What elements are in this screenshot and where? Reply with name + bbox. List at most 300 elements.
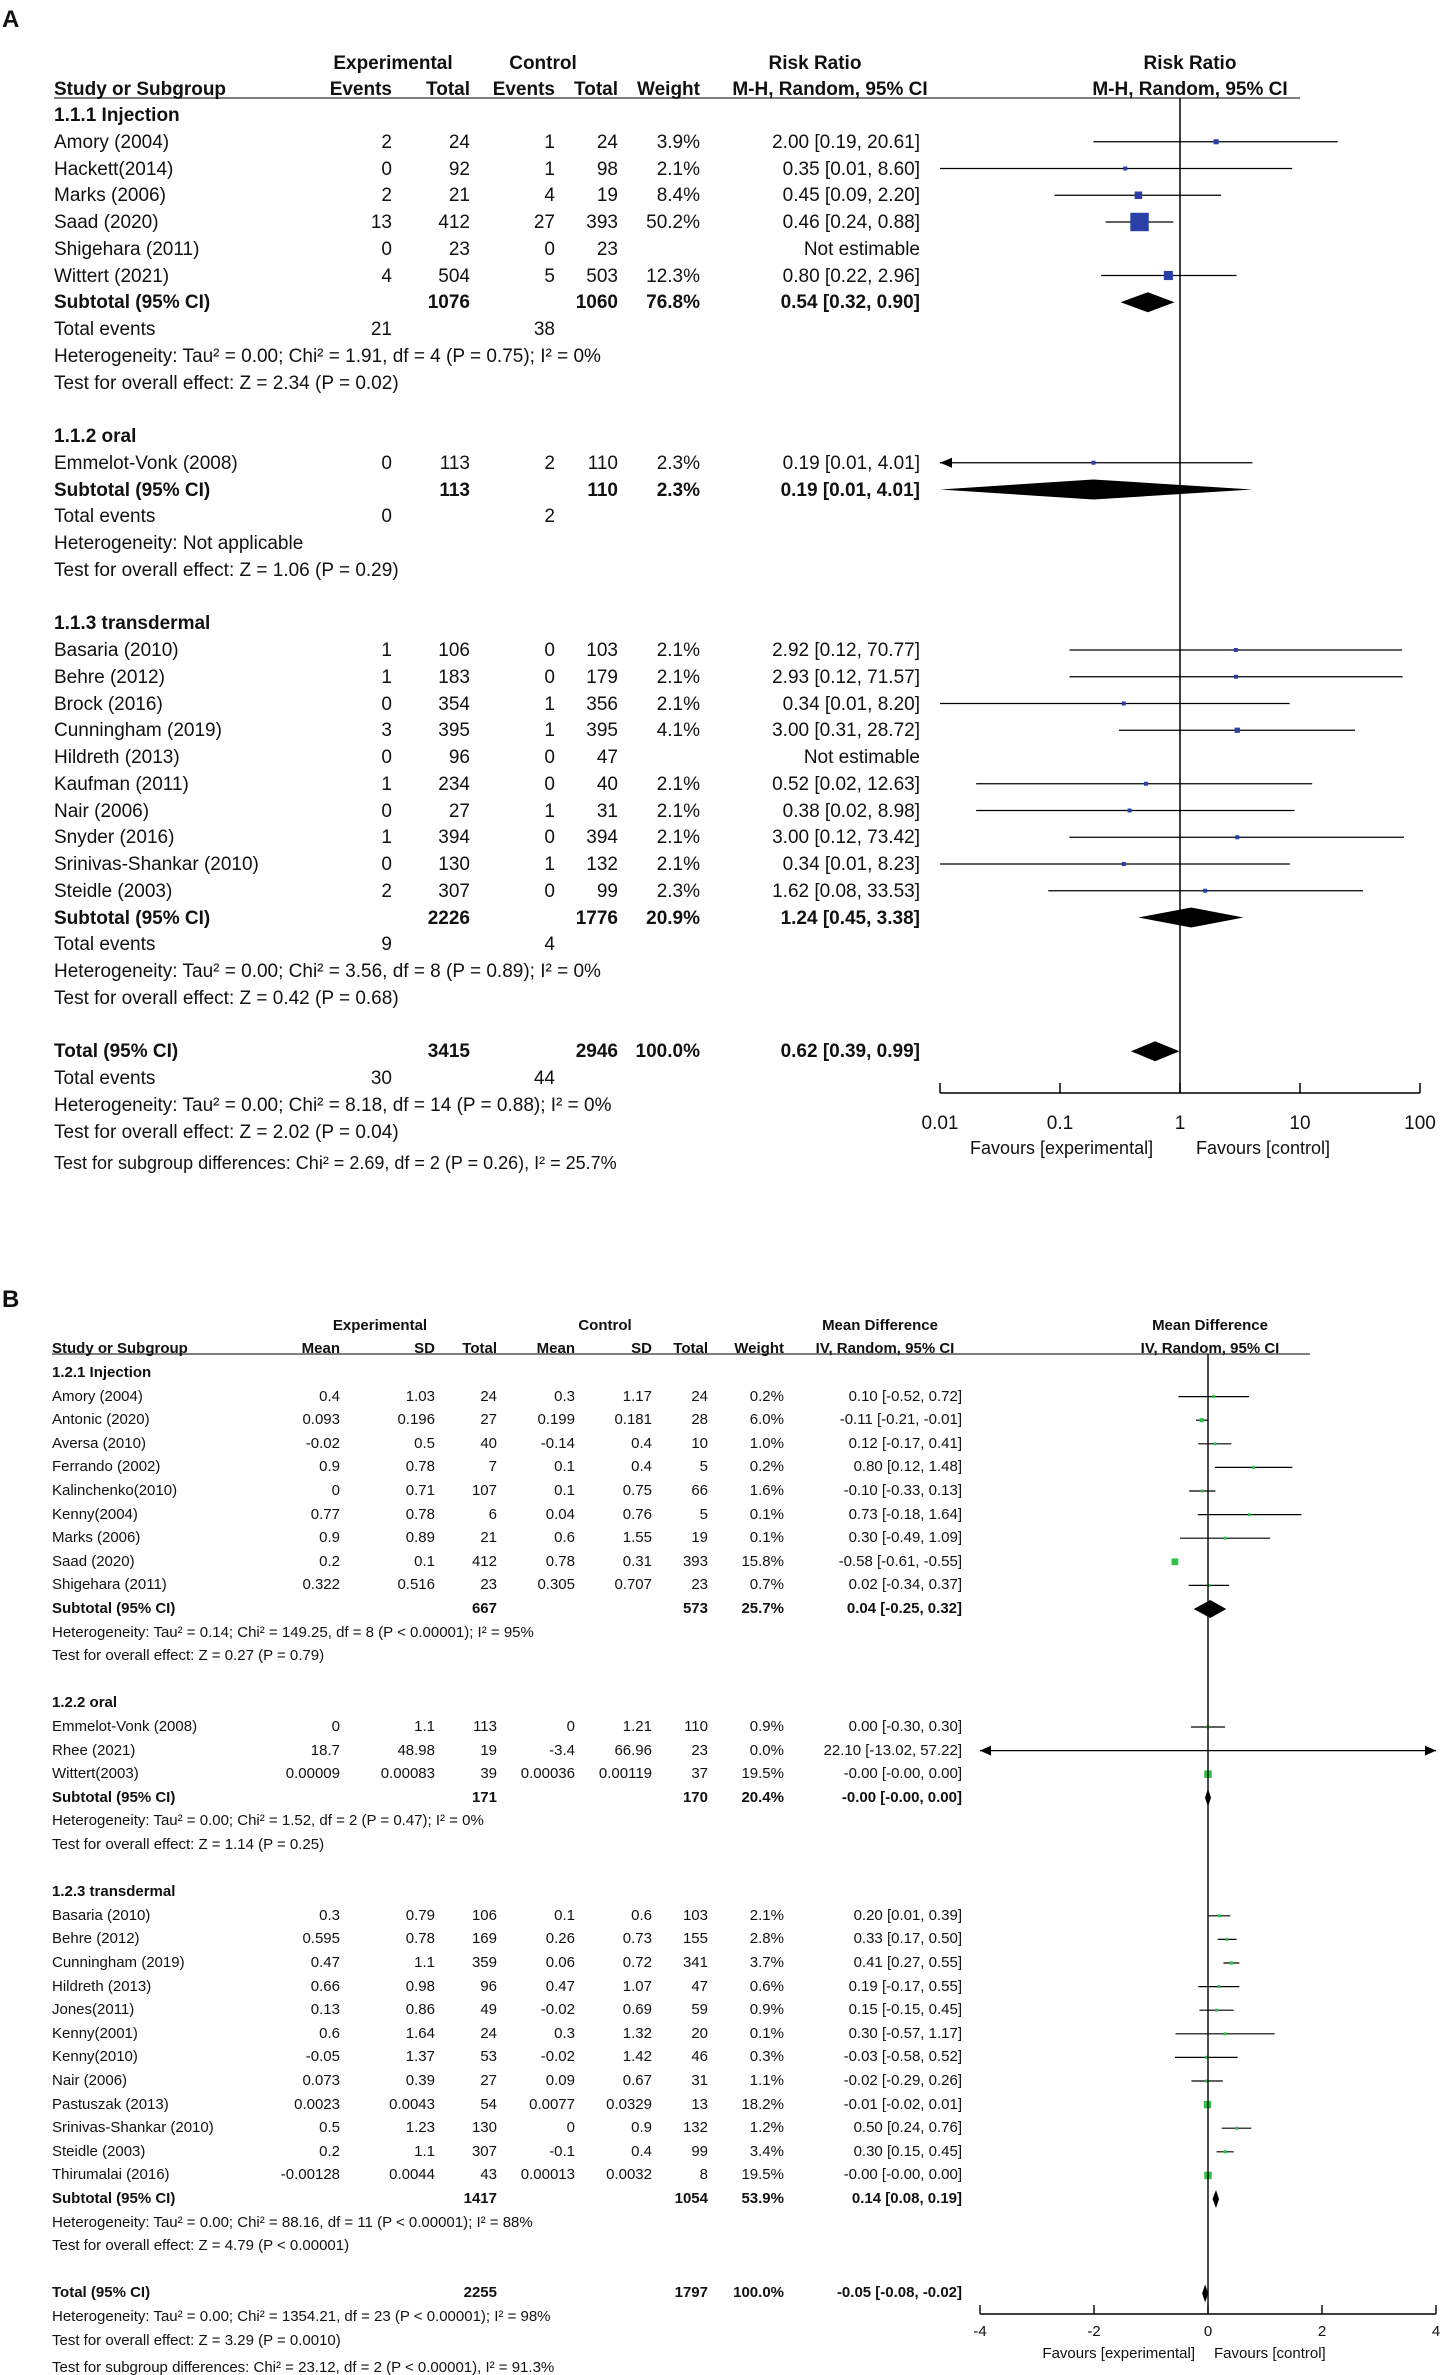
panel-a-row-ci-27: 3.00 [0.12, 73.42] (772, 827, 920, 849)
panel-b-row-c1-30: 0.073 (302, 2072, 340, 2089)
panel-b-point-5 (1201, 1490, 1204, 1493)
panel-b-row-c1-27: 0.13 (310, 2001, 340, 2019)
panel-b-row-w-9: 0.7% (749, 1576, 784, 1594)
panel-b-row-ci-4: 0.80 [0.12, 1.48] (853, 1458, 962, 1476)
panel-b-row-c4-5: 0.1 (554, 1482, 575, 1499)
panel-b-col-study: Study or Subgroup (52, 1340, 188, 1357)
panel-a-row-w-25: 2.1% (656, 773, 700, 795)
panel-b-row-c6-26: 47 (691, 1977, 708, 1995)
panel-b-row-c4-9: 0.305 (537, 1576, 575, 1594)
panel-a-row-c3-2: 1 (544, 158, 555, 180)
panel-b-row-c5-23: 0.6 (631, 1906, 652, 1924)
panel-b-row-c4-28: 0.3 (554, 2024, 575, 2042)
panel-b-row-ci-10: 0.04 [-0.25, 0.32] (846, 1600, 962, 1617)
panel-b-row-label-27: Jones(2011) (52, 2001, 135, 2019)
panel-b-row-ci-34: -0.00 [-0.00, 0.00] (843, 2166, 962, 2184)
panel-b-point-1 (1212, 1395, 1215, 1398)
panel-a-row-label-15: Total events (54, 506, 156, 528)
panel-b-row-c2-9: 0.516 (397, 1576, 435, 1594)
panel-a-col-effect-sub: M-H, Random, 95% CI (732, 79, 928, 100)
panel-a-row-ci-2: 0.35 [0.01, 8.60] (782, 158, 920, 180)
panel-a-col-events-exp: Events (329, 79, 392, 100)
panel-a-row-c1-6: 4 (381, 265, 392, 287)
panel-b-point-8 (1172, 1558, 1179, 1565)
panel-a-row-label-36: Total events (54, 1068, 156, 1089)
panel-b-row-c3-23: 106 (471, 1906, 497, 1924)
panel-a-row-label-6: Wittert (2021) (54, 265, 170, 287)
panel-b-row-label-9: Shigehara (2011) (52, 1576, 167, 1594)
panel-b-row-c3-3: 40 (480, 1434, 497, 1452)
panel-b-row-c6-2: 28 (691, 1411, 708, 1429)
panel-a-row-w-28: 2.1% (656, 854, 700, 875)
panel-a-row-label-27: Snyder (2016) (54, 827, 175, 849)
panel-b-row-c6-6: 5 (699, 1505, 708, 1523)
panel-b-row-label-1: Amory (2004) (52, 1387, 143, 1405)
panel-b-row-c5-9: 0.707 (614, 1576, 652, 1594)
panel-a-row-c2-3: 21 (448, 185, 470, 207)
panel-a-row-c4-21: 179 (586, 666, 618, 688)
panel-b-point-6 (1248, 1513, 1251, 1516)
panel-b-row-c1-2: 0.093 (302, 1411, 340, 1429)
panel-b-row-c5-3: 0.4 (631, 1434, 652, 1452)
panel-b-row-label-19: Heterogeneity: Tau² = 0.00; Chi² = 1.52, df = 2 (P = 0.47); I² = 0% (52, 1812, 484, 1830)
panel-b-row-c5-2: 0.181 (614, 1411, 652, 1429)
panel-b-row-c1-32: 0.5 (319, 2119, 340, 2137)
panel-a-row-label-1: Amory (2004) (54, 131, 170, 153)
panel-b-point-27 (1215, 2009, 1218, 2012)
panel-b-row-w-2: 6.0% (749, 1411, 784, 1429)
panel-a-row-c4-3: 19 (596, 185, 618, 207)
panel-b-row-label-3: Aversa (2010) (52, 1434, 146, 1452)
panel-b-row-c5-24: 0.73 (622, 1930, 652, 1948)
panel-b-row-c3-32: 130 (471, 2119, 497, 2137)
panel-a-col-weight: Weight (637, 79, 700, 100)
panel-b-row-w-32: 1.2% (749, 2119, 784, 2137)
panel-a-row-label-24: Hildreth (2013) (54, 747, 180, 768)
panel-b-row-c1-9: 0.322 (302, 1576, 340, 1594)
panel-b-row-c6-27: 59 (691, 2001, 708, 2019)
panel-b-row-c5-15: 1.21 (622, 1718, 652, 1735)
panel-a-row-c3-3: 4 (544, 185, 555, 207)
panel-a-row-label-25: Kaufman (2011) (54, 773, 189, 795)
panel-a-row-c1-4: 13 (370, 212, 392, 233)
panel-a-row-c1-27: 1 (381, 827, 392, 849)
panel-b-row-label-40: Heterogeneity: Tau² = 0.00; Chi² = 1354.21, df = 23 (P < 0.00001); I² = 98% (52, 2308, 551, 2325)
panel-b-row-c6-31: 13 (691, 2095, 708, 2113)
panel-a-row-w-13: 2.3% (656, 452, 700, 474)
panel-b-point-24 (1225, 1938, 1228, 1941)
panel-b-row-c4-17: 0.00036 (520, 1765, 575, 1783)
panel-b-row-c3-29: 53 (480, 2048, 497, 2066)
panel-a-row-c1-29: 2 (381, 880, 392, 902)
panel-b-point-2 (1200, 1418, 1204, 1422)
panel-b-row-c5-6: 0.76 (622, 1505, 652, 1523)
panel-b-effect-header: Mean Difference (822, 1317, 938, 1334)
panel-a-row-c2-29: 307 (438, 880, 470, 902)
panel-b-row-c5-25: 0.72 (622, 1954, 652, 1971)
panel-a-row-w-6: 12.3% (646, 265, 700, 287)
panel-a-row-c2-6: 504 (438, 265, 470, 287)
panel-a-row-c3-21: 0 (544, 666, 555, 688)
panel-b-row-ci-2: -0.11 [-0.21, -0.01] (839, 1411, 962, 1429)
panel-a-col-total-exp: Total (426, 79, 470, 100)
panel-b-row-c5-7: 1.55 (622, 1529, 652, 1547)
panel-a-tick-label-3: 10 (1289, 1113, 1311, 1134)
panel-a-row-c3-4: 27 (533, 212, 555, 233)
panel-a-row-w-29: 2.3% (656, 880, 700, 902)
panel-b-row-label-22: 1.2.3 transdermal (52, 1883, 176, 1901)
panel-b-row-c5-31: 0.0329 (606, 2095, 652, 2113)
panel-a-row-c3-24: 0 (544, 747, 555, 768)
panel-b-row-w-16: 0.0% (749, 1741, 784, 1759)
panel-b-row-c2-26: 0.98 (405, 1977, 435, 1995)
panel-a-col-events-ctl: Events (492, 79, 555, 100)
panel-a-row-c1-24: 0 (381, 747, 392, 768)
panel-a-col-total-ctl: Total (574, 79, 618, 100)
panel-b-row-w-26: 0.6% (749, 1977, 784, 1995)
panel-a-row-w-35: 100.0% (635, 1041, 700, 1063)
panel-a-row-c3-1: 1 (544, 131, 555, 153)
panel-b-row-c2-17: 0.00083 (380, 1765, 435, 1783)
panel-b-tick-label-2: 0 (1203, 2323, 1213, 2340)
panel-b-row-c5-33: 0.4 (631, 2142, 652, 2160)
panel-b-row-label-16: Rhee (2021) (52, 1741, 136, 1759)
panel-b-row-c4-33: -0.1 (549, 2142, 575, 2160)
panel-a-row-c2-20: 106 (438, 640, 470, 661)
panel-b-row-label-2: Antonic (2020) (52, 1411, 150, 1429)
panel-a-row-c1-26: 0 (381, 800, 392, 822)
panel-b-row-c3-8: 412 (471, 1552, 497, 1570)
panel-a-row-c2-28: 130 (438, 854, 470, 875)
panel-b-row-c4-34: 0.00013 (520, 2166, 575, 2184)
panel-a-row-label-32: Heterogeneity: Tau² = 0.00; Chi² = 3.56, df = 8 (P = 0.89); I² = 0% (54, 961, 601, 982)
panel-b-row-label-29: Kenny(2010) (52, 2048, 138, 2066)
panel-b-row-w-4: 0.2% (749, 1458, 784, 1476)
panel-a-row-label-38: Test for overall effect: Z = 2.02 (P = 0.04) (54, 1121, 399, 1143)
panel-b-row-label-12: Test for overall effect: Z = 0.27 (P = 0.79) (52, 1647, 325, 1665)
panel-b-row-c3-6: 6 (488, 1505, 497, 1523)
panel-a-row-c1-23: 3 (381, 720, 392, 742)
panel-a-row-ci-20: 2.92 [0.12, 70.77] (772, 640, 920, 661)
panel-a-row-c2-24: 96 (448, 747, 470, 768)
panel-a-effect-header: Risk Ratio (768, 53, 862, 74)
panel-b-row-c4-27: -0.02 (540, 2001, 575, 2019)
panel-b-tick-label-4: 4 (1431, 2323, 1441, 2340)
panel-b-row-ci-17: -0.00 [-0.00, 0.00] (843, 1765, 962, 1783)
panel-a-row-c2-5: 23 (448, 238, 470, 260)
panel-a-row-label-3: Marks (2006) (54, 185, 166, 207)
panel-a-row-ci-29: 1.62 [0.08, 33.53] (772, 880, 920, 902)
panel-a-row-w-21: 2.1% (656, 666, 700, 688)
panel-a-favours-right: Favours [control] (1196, 1138, 1331, 1158)
panel-b-row-c5-27: 0.69 (622, 2001, 652, 2019)
panel-b-row-c1-29: -0.05 (305, 2048, 340, 2066)
panel-a-row-ci-1: 2.00 [0.19, 20.61] (772, 131, 920, 153)
panel-a-row-c1-36: 30 (370, 1068, 392, 1089)
panel-b-row-c6-7: 19 (691, 1529, 708, 1547)
panel-b-row-w-6: 0.1% (749, 1505, 784, 1523)
panel-a-row-ci-23: 3.00 [0.31, 28.72] (772, 720, 920, 742)
panel-b-row-c1-6: 0.77 (310, 1505, 340, 1523)
panel-b-row-w-17: 19.5% (741, 1765, 784, 1783)
panel-b-row-c5-4: 0.4 (631, 1458, 652, 1476)
panel-b-point-33 (1224, 2150, 1227, 2153)
panel-b-diamond-39 (1202, 2284, 1208, 2302)
panel-a-tick-label-0: 0.01 (921, 1113, 959, 1134)
panel-b-row-ci-7: 0.30 [-0.49, 1.09] (848, 1529, 962, 1547)
panel-b-row-c4-6: 0.04 (545, 1505, 575, 1523)
panel-a-plot-header: Risk Ratio (1143, 53, 1237, 74)
panel-b-favours-left: Favours [experimental] (1042, 2345, 1195, 2362)
panel-b-row-c2-7: 0.89 (405, 1529, 435, 1547)
panel-b-row-c3-15: 113 (473, 1718, 497, 1735)
panel-a-row-ci-4: 0.46 [0.24, 0.88] (782, 212, 920, 233)
panel-b-point-28 (1224, 2032, 1227, 2035)
panel-a-row-ci-30: 1.24 [0.45, 3.38] (780, 907, 920, 929)
panel-b-row-label-31: Pastuszak (2013) (52, 2095, 169, 2113)
panel-b-row-label-25: Cunningham (2019) (52, 1954, 185, 1971)
panel-b-row-c3-30: 27 (480, 2072, 497, 2089)
panel-a-row-label-31: Total events (54, 934, 156, 956)
panel-b-row-c5-29: 1.42 (622, 2048, 652, 2066)
panel-a-row-label-21: Behre (2012) (54, 666, 165, 688)
panel-b-row-w-24: 2.8% (749, 1930, 784, 1948)
panel-a-row-c1-1: 2 (381, 131, 392, 153)
panel-a-row-ci-25: 0.52 [0.02, 12.63] (772, 773, 920, 795)
panel-a-row-c2-2: 92 (448, 158, 470, 180)
panel-b-row-c6-24: 155 (682, 1930, 708, 1948)
panel-b-plot-header: Mean Difference (1152, 1317, 1268, 1334)
panel-b-row-label-20: Test for overall effect: Z = 1.14 (P = 0.25) (52, 1836, 325, 1853)
panel-b-row-c3-17: 39 (480, 1765, 497, 1783)
panel-b-row-c1-1: 0.4 (319, 1387, 340, 1405)
panel-b-row-c2-30: 0.39 (405, 2072, 435, 2089)
panel-a-row-c2-25: 234 (438, 773, 470, 795)
panel-b-row-w-3: 1.0% (749, 1434, 784, 1452)
panel-a-row-c4-27: 394 (586, 827, 618, 849)
panel-b-row-c3-27: 49 (480, 2001, 497, 2019)
panel-a-row-c4-29: 99 (596, 880, 618, 902)
panel-b-subgroup-test: Test for subgroup differences: Chi² = 23.12, df = 2 (P < 0.00001), I² = 91.3% (52, 2359, 555, 2375)
panel-a-row-w-23: 4.1% (656, 720, 700, 742)
panel-a-row-c1-31: 9 (381, 934, 392, 956)
panel-a-row-label-16: Heterogeneity: Not applicable (54, 533, 304, 554)
panel-b-row-c6-5: 66 (691, 1482, 708, 1499)
panel-b-row-c4-30: 0.09 (545, 2072, 575, 2089)
panel-b-row-w-28: 0.1% (749, 2024, 784, 2042)
panel-b-point-7 (1224, 1537, 1227, 1540)
panel-b-row-c6-29: 46 (691, 2048, 708, 2066)
panel-b-row-label-0: 1.2.1 Injection (52, 1364, 152, 1381)
panel-b-row-c5-32: 0.9 (631, 2119, 652, 2137)
panel-b-row-w-25: 3.7% (749, 1954, 784, 1971)
panel-a-row-ci-3: 0.45 [0.09, 2.20] (782, 185, 920, 207)
panel-b-row-w-29: 0.3% (749, 2048, 784, 2066)
panel-a-row-c4-20: 103 (586, 640, 618, 661)
panel-b-row-label-8: Saad (2020) (52, 1552, 135, 1570)
panel-b-favours-right: Favours [control] (1214, 2345, 1326, 2362)
panel-b-row-c4-4: 0.1 (554, 1458, 575, 1476)
panel-a-row-label-20: Basaria (2010) (54, 640, 179, 661)
panel-b-row-ci-33: 0.30 [0.15, 0.45] (853, 2142, 962, 2160)
panel-b-row-c4-16: -3.4 (549, 1741, 575, 1759)
panel-b-row-c6-30: 31 (691, 2072, 708, 2089)
panel-b-row-c2-27: 0.86 (405, 2001, 435, 2019)
panel-a-row-label-5: Shigehara (2011) (54, 238, 200, 260)
panel-b-row-c1-26: 0.66 (310, 1977, 340, 1995)
panel-a-row-w-27: 2.1% (656, 827, 700, 849)
panel-b-row-c5-30: 0.67 (622, 2072, 652, 2089)
panel-a-row-label-29: Steidle (2003) (54, 880, 173, 902)
panel-b-row-c1-28: 0.6 (319, 2024, 340, 2042)
panel-b-point-3 (1213, 1442, 1216, 1445)
panel-b-row-c4-2: 0.199 (537, 1411, 575, 1429)
panel-b-row-c3-1: 24 (480, 1387, 497, 1405)
panel-a-row-w-7: 76.8% (646, 292, 700, 314)
panel-b-row-ci-39: -0.05 [-0.08, -0.02] (836, 2284, 962, 2302)
panel-b-row-c6-23: 103 (682, 1906, 708, 1924)
panel-a-row-c3-15: 2 (544, 506, 555, 528)
panel-b-row-w-5: 1.6% (749, 1482, 784, 1499)
panel-b-row-w-39: 100.0% (733, 2284, 784, 2302)
panel-b-col-sd-ctl: SD (631, 1340, 652, 1357)
panel-b-row-c3-28: 24 (480, 2024, 497, 2042)
panel-b-col-sd-exp: SD (414, 1340, 435, 1357)
panel-a-row-c1-21: 1 (381, 666, 392, 688)
panel-b-row-c6-17: 37 (691, 1765, 708, 1783)
panel-a-row-w-26: 2.1% (656, 800, 700, 822)
panel-b-row-label-41: Test for overall effect: Z = 3.29 (P = 0.0010) (52, 2331, 341, 2349)
panel-a-group-control: Control (509, 53, 577, 74)
panel-b-row-c1-3: -0.02 (305, 1434, 340, 1452)
panel-b-row-label-26: Hildreth (2013) (52, 1977, 152, 1995)
panel-b-row-c3-2: 27 (480, 1411, 497, 1429)
panel-a-col-study: Study or Subgroup (54, 79, 227, 100)
panel-a-row-c2-21: 183 (438, 666, 470, 688)
panel-b-row-c6-33: 99 (691, 2142, 708, 2160)
panel-b-row-c4-3: -0.14 (540, 1434, 575, 1452)
panel-b-row-ci-15: 0.00 [-0.30, 0.30] (848, 1718, 962, 1735)
panel-a-row-ci-6: 0.80 [0.22, 2.96] (782, 265, 920, 287)
panel-b-row-c3-35: 1417 (463, 2190, 497, 2207)
panel-a-row-w-22: 2.1% (656, 693, 700, 715)
panel-b-row-c2-28: 1.64 (405, 2024, 435, 2042)
panel-b-row-c2-34: 0.0044 (389, 2166, 435, 2184)
panel-b-label: B (2, 1286, 20, 1313)
panel-b-tick-label-1: -2 (1087, 2323, 1101, 2340)
panel-b-row-c5-34: 0.0032 (606, 2166, 652, 2184)
panel-b-col-effect-sub: IV, Random, 95% CI (815, 1340, 955, 1357)
panel-a-row-c1-28: 0 (381, 854, 392, 875)
panel-b-row-c6-32: 132 (682, 2119, 708, 2137)
panel-b-row-c2-8: 0.1 (414, 1552, 435, 1570)
panel-a-row-label-4: Saad (2020) (54, 212, 159, 233)
panel-a-row-c1-20: 1 (381, 640, 392, 661)
panel-a-row-c4-35: 2946 (575, 1041, 618, 1063)
panel-b-row-label-34: Thirumalai (2016) (52, 2166, 170, 2184)
panel-b-row-c6-28: 20 (691, 2024, 708, 2042)
panel-b-row-c5-26: 1.07 (622, 1977, 652, 1995)
panel-b-row-c4-8: 0.78 (545, 1552, 575, 1570)
panel-a-row-label-37: Heterogeneity: Tau² = 0.00; Chi² = 8.18, df = 14 (P = 0.88); I² = 0% (54, 1094, 612, 1116)
panel-a-row-c3-20: 0 (544, 640, 555, 661)
panel-a-row-c4-24: 47 (596, 747, 618, 768)
panel-b-row-c3-9: 23 (480, 1576, 497, 1594)
panel-b-row-label-32: Srinivas-Shankar (2010) (52, 2119, 214, 2137)
panel-b-row-ci-9: 0.02 [-0.34, 0.37] (848, 1576, 962, 1594)
panel-b-row-c6-1: 24 (691, 1387, 708, 1405)
panel-a-row-w-2: 2.1% (656, 158, 700, 180)
panel-a-row-w-20: 2.1% (656, 640, 700, 661)
panel-a-row-c3-25: 0 (544, 773, 555, 795)
panel-b-row-c3-34: 43 (480, 2166, 497, 2184)
panel-b-row-c1-33: 0.2 (319, 2142, 340, 2160)
panel-a-row-label-10: Test for overall effect: Z = 2.34 (P = 0.02) (54, 372, 399, 394)
panel-a-tick-label-2: 1 (1174, 1113, 1186, 1134)
panel-a-row-label-23: Cunningham (2019) (54, 720, 222, 742)
panel-b-row-ci-27: 0.15 [-0.15, 0.45] (848, 2001, 962, 2019)
panel-b-row-c6-25: 341 (682, 1954, 708, 1971)
panel-a-row-ci-21: 2.93 [0.12, 71.57] (772, 666, 920, 688)
panel-b-row-label-33: Steidle (2003) (52, 2142, 146, 2160)
panel-b-row-c2-23: 0.79 (405, 1906, 435, 1924)
panel-b-row-c3-33: 307 (471, 2142, 497, 2160)
panel-a-group-experimental: Experimental (333, 53, 453, 74)
panel-b-row-ci-24: 0.33 [0.17, 0.50] (853, 1930, 962, 1948)
panel-a-row-c3-26: 1 (544, 800, 555, 822)
panel-b-row-c2-29: 1.37 (405, 2048, 435, 2066)
panel-b-row-ci-25: 0.41 [0.27, 0.55] (853, 1954, 962, 1971)
panel-b-row-c2-5: 0.71 (405, 1482, 435, 1499)
panel-a-row-c2-27: 394 (438, 827, 470, 849)
panel-a-label: A (2, 6, 20, 33)
panel-b-row-w-31: 18.2% (741, 2095, 784, 2113)
panel-a-row-w-30: 20.9% (646, 907, 700, 929)
panel-a-row-c4-6: 503 (586, 265, 618, 287)
panel-b-row-c3-31: 54 (480, 2095, 497, 2113)
panel-a-row-c2-1: 24 (448, 131, 470, 153)
panel-a-row-c2-30: 2226 (427, 907, 470, 929)
panel-a-row-label-26: Nair (2006) (54, 800, 150, 822)
panel-b-point-25 (1230, 1961, 1233, 1964)
panel-b-row-c3-24: 169 (471, 1930, 497, 1948)
panel-b-row-w-7: 0.1% (749, 1529, 784, 1547)
panel-b-row-c4-29: -0.02 (540, 2048, 575, 2066)
panel-a-row-label-33: Test for overall effect: Z = 0.42 (P = 0.68) (54, 987, 399, 1009)
panel-b-row-label-30: Nair (2006) (52, 2072, 128, 2089)
panel-a-tick-label-4: 100 (1404, 1113, 1436, 1134)
panel-b-row-c6-35: 1054 (674, 2190, 708, 2207)
panel-a-row-c4-25: 40 (596, 773, 618, 795)
panel-a-row-label-30: Subtotal (95% CI) (54, 907, 211, 929)
panel-b-row-label-37: Test for overall effect: Z = 4.79 (P < 0.00001) (52, 2237, 350, 2255)
panel-a-row-label-22: Brock (2016) (54, 693, 163, 715)
panel-a-row-label-12: 1.1.2 oral (54, 426, 137, 447)
panel-a-row-c1-13: 0 (381, 452, 392, 474)
panel-b-row-c1-34: -0.00128 (280, 2166, 340, 2184)
panel-b-point-23 (1218, 1914, 1221, 1917)
panel-b-row-c1-5: 0 (331, 1482, 340, 1499)
panel-b-row-c6-8: 393 (682, 1552, 708, 1570)
panel-b-row-c3-18: 171 (471, 1788, 497, 1806)
panel-a-row-label-8: Total events (54, 319, 156, 340)
panel-a-row-ci-24: Not estimable (803, 747, 920, 768)
panel-a-row-c1-8: 21 (370, 319, 392, 340)
panel-b-col-total-exp: Total (462, 1340, 497, 1357)
panel-a-row-ci-22: 0.34 [0.01, 8.20] (782, 693, 920, 715)
panel-a-row-c2-23: 395 (438, 720, 470, 742)
panel-b-row-label-18: Subtotal (95% CI) (52, 1788, 176, 1806)
